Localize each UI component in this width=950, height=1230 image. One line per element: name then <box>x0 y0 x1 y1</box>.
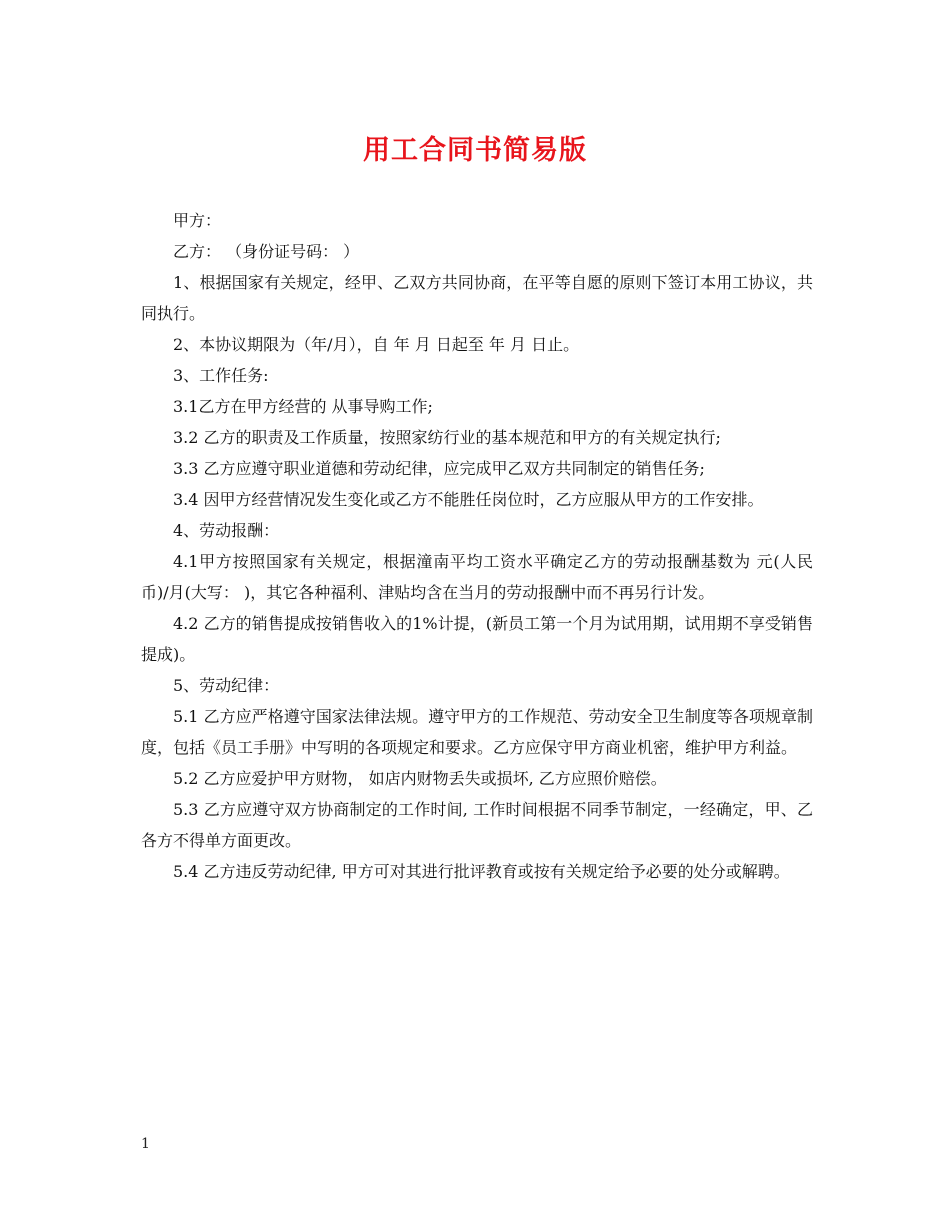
document-title: 用工合同书简易版 <box>363 135 587 166</box>
clause-5-1: 5.1 乙方应严格遵守国家法律法规。遵守甲方的工作规范、劳动安全卫生制度等各项规章制度，包括《员工手册》中写明的各项规定和要求。乙方应保守甲方商业机密，维护甲方利益。 <box>141 707 813 757</box>
clause-5-heading: 5、劳动纪律： <box>173 676 280 695</box>
clause-3-2: 3.2 乙方的职责及工作质量，按照家纺行业的基本规范和甲方的有关规定执行; <box>173 428 721 447</box>
clause-4-heading: 4、劳动报酬： <box>173 521 280 540</box>
clause-5-3: 5.3 乙方应遵守双方协商制定的工作时间, 工作时间根据不同季节制定，一经确定，甲、乙各方不得单方面更改。 <box>141 800 813 850</box>
clause-4-1: 4.1甲方按照国家有关规定，根据潼南平均工资水平确定乙方的劳动报酬基数为 元(人民币)/月(大写： )，其它各种福利、津贴均含在当月的劳动报酬中而不再另行计发。 <box>141 552 813 602</box>
clause-2: 2、本协议期限为（年/月），自 年 月 日起至 年 月 日止。 <box>173 335 580 354</box>
clause-3-3: 3.3 乙方应遵守职业道德和劳动纪律，应完成甲乙双方共同制定的销售任务; <box>173 459 705 478</box>
clause-1: 1、根据国家有关规定，经甲、乙双方共同协商，在平等自愿的原则下签订本用工协议，共同执行。 <box>141 273 813 323</box>
clause-3-heading: 3、工作任务: <box>173 366 269 385</box>
clause-4-2: 4.2 乙方的销售提成按销售收入的1%计提，(新员工第一个月为试用期，试用期不享受销售提成)。 <box>141 614 813 664</box>
clause-3-1: 3.1乙方在甲方经营的 从事导购工作; <box>173 397 433 416</box>
clause-5-4: 5.4 乙方违反劳动纪律, 甲方可对其进行批评教育或按有关规定给予必要的处分或解聘。 <box>173 862 790 881</box>
clause-3-4: 3.4 因甲方经营情况发生变化或乙方不能胜任岗位时，乙方应服从甲方的工作安排。 <box>173 490 764 509</box>
clause-5-2: 5.2 乙方应爱护甲方财物， 如店内财物丢失或损坏, 乙方应照价赔偿。 <box>173 769 667 788</box>
document-body <box>141 205 813 887</box>
party-b-line: 乙方： （身份证号码： ） <box>173 242 360 261</box>
page-number: 1 <box>141 1136 150 1152</box>
party-a-line: 甲方： <box>173 211 222 230</box>
